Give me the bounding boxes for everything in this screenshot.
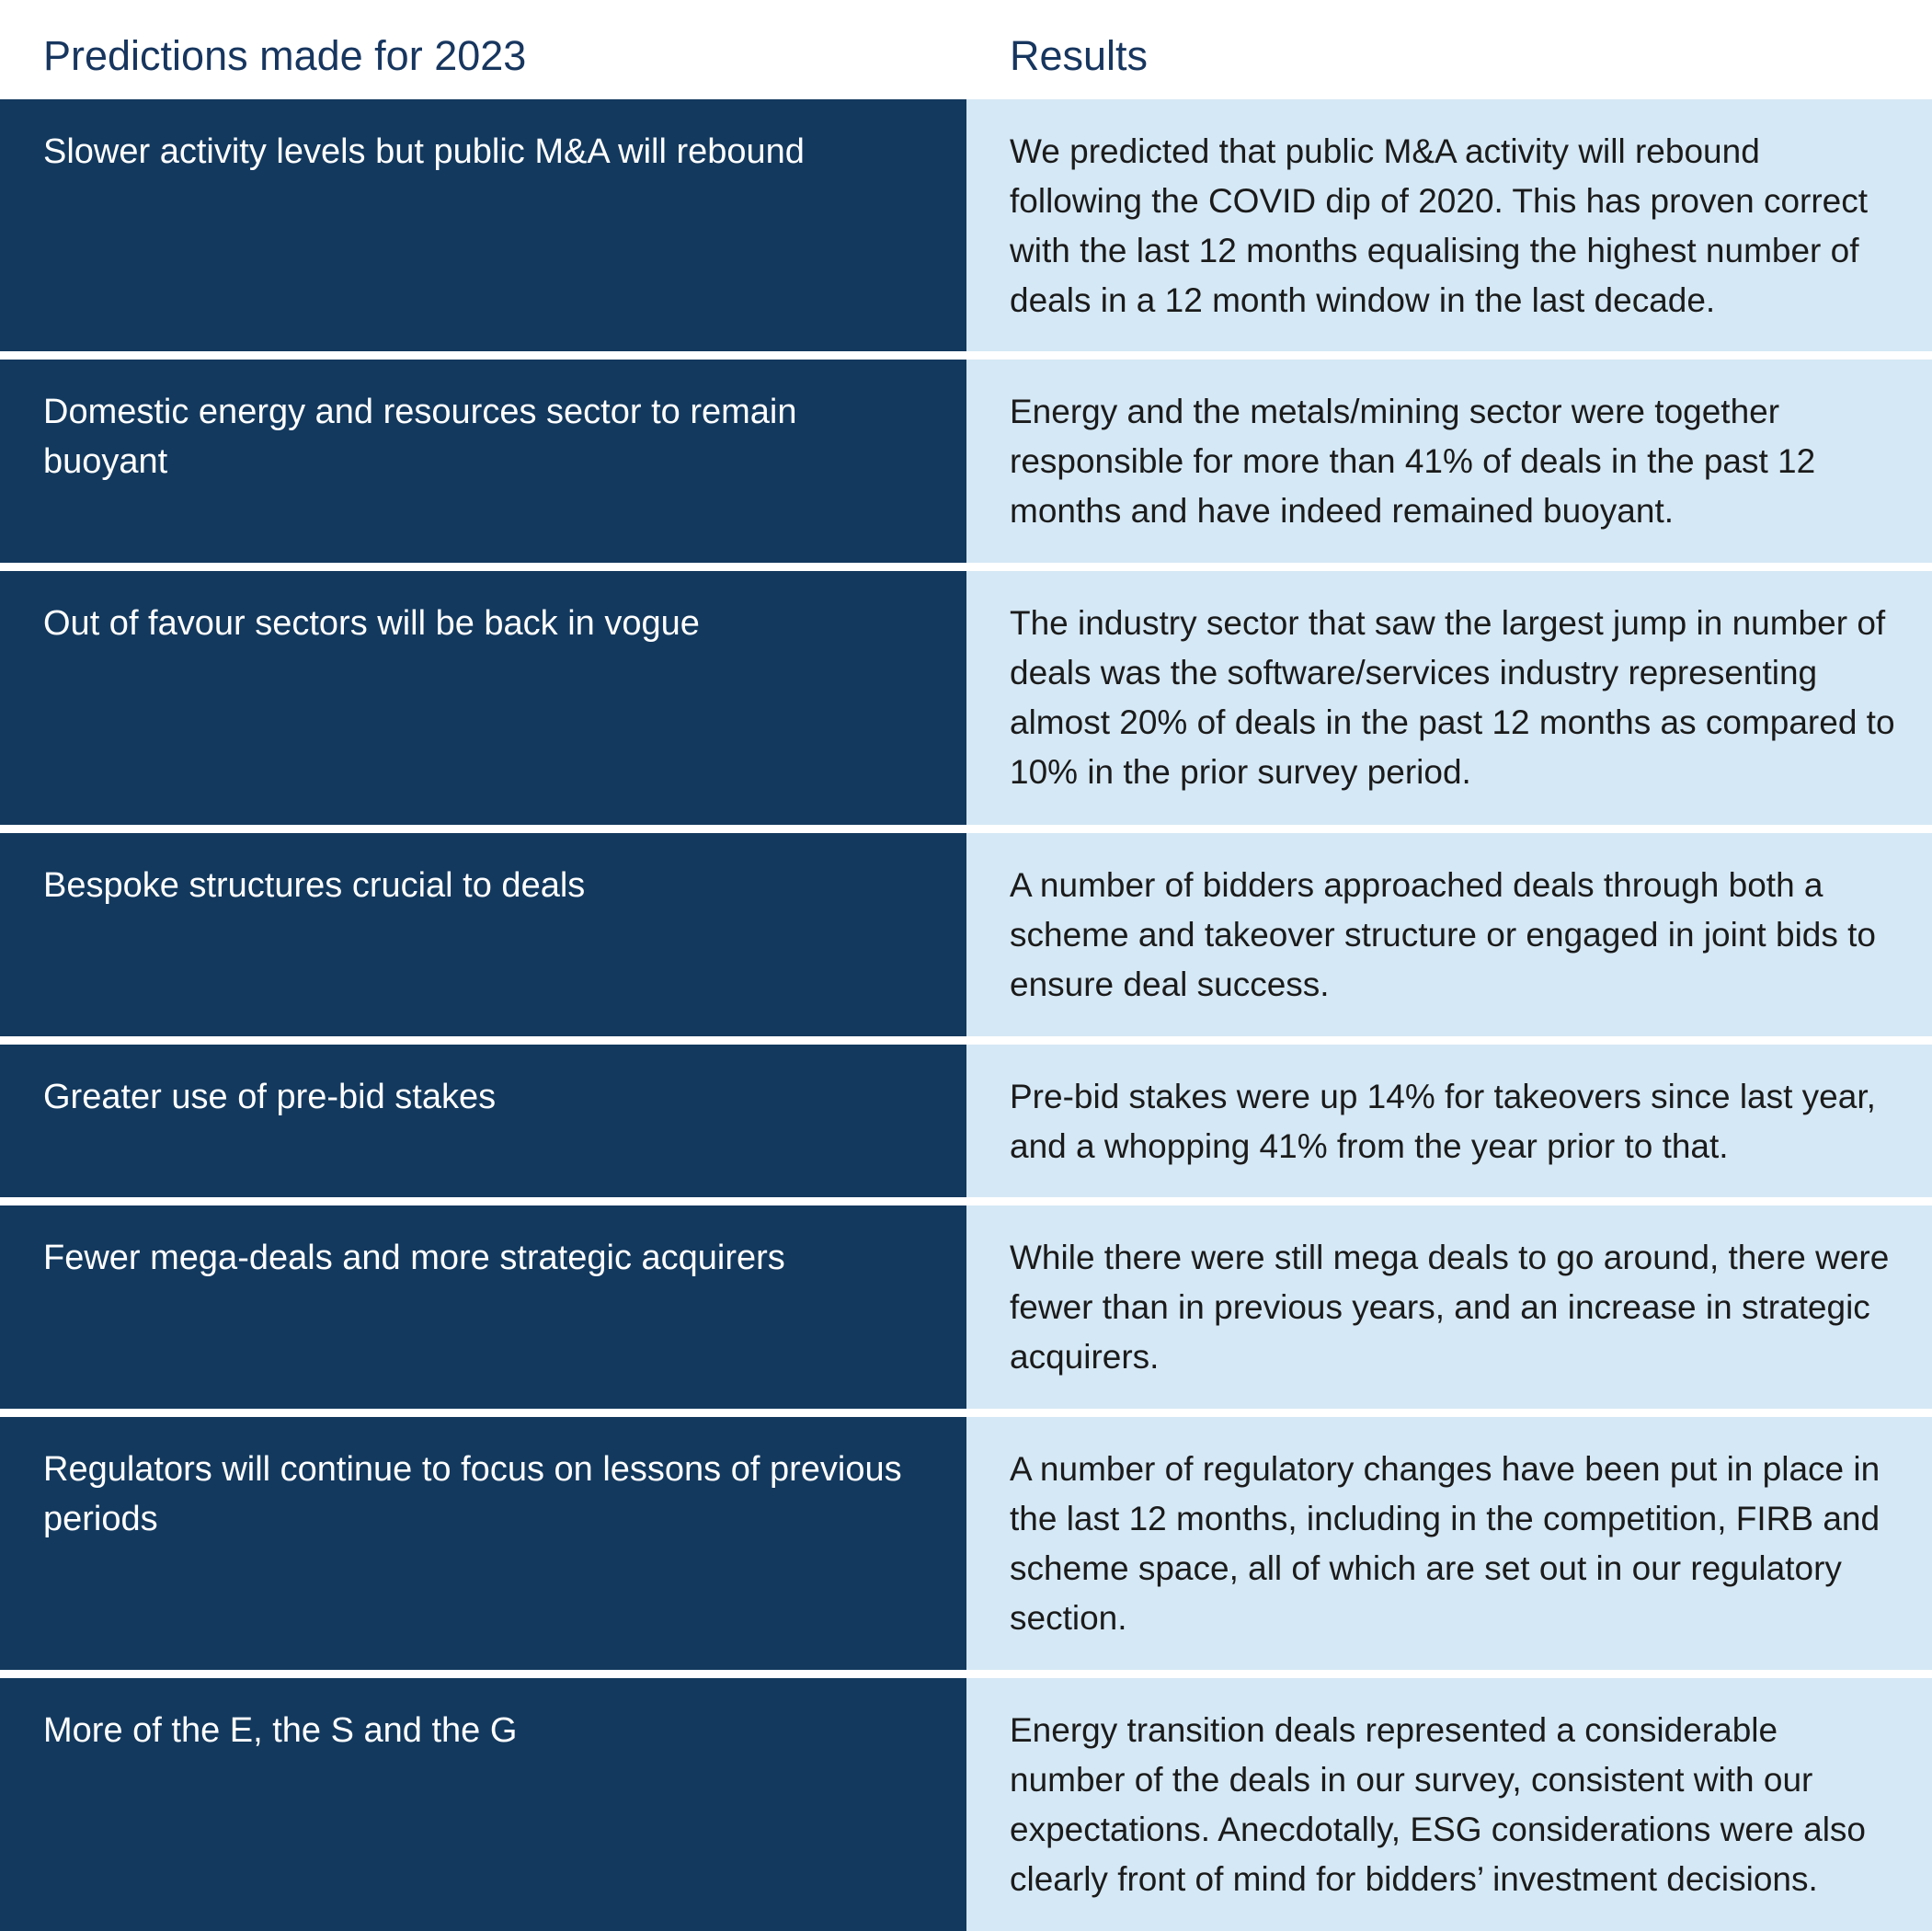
prediction-cell: Out of favour sectors will be back in vogue (0, 571, 966, 825)
prediction-cell: Regulators will continue to focus on lessons of previous periods (0, 1417, 966, 1670)
table-row (0, 1678, 1932, 1931)
table-body (0, 99, 1932, 1931)
table-row (0, 1205, 1932, 1417)
result-cell: Pre-bid stakes were up 14% for takeovers since last year, and a whopping 41% from the year prior to that. (966, 1045, 1932, 1197)
table-row (0, 99, 1932, 360)
prediction-cell: Greater use of pre-bid stakes (0, 1045, 966, 1197)
table-row (0, 833, 1932, 1045)
result-cell: Energy and the metals/mining sector were together responsible for more than 41% of deals in the past 12 months and have indeed remained buoyant. (966, 360, 1932, 563)
table-row (0, 1417, 1932, 1678)
prediction-cell: Slower activity levels but public M&A will rebound (0, 99, 966, 351)
result-cell: While there were still mega deals to go around, there were fewer than in previous years, and an increase in strategic acquirers. (966, 1205, 1932, 1409)
prediction-cell: Bespoke structures crucial to deals (0, 833, 966, 1036)
prediction-cell: Fewer mega-deals and more strategic acquirers (0, 1205, 966, 1409)
header-predictions: Predictions made for 2023 (43, 32, 527, 79)
result-cell: We predicted that public M&A activity will rebound following the COVID dip of 2020. This has proven correct with the last 12 months equalising the highest number of deals in a 12 month window in the last decade. (966, 99, 1932, 351)
result-cell: A number of bidders approached deals through both a scheme and takeover structure or engaged in joint bids to ensure deal success. (966, 833, 1932, 1036)
table-row (0, 571, 1932, 833)
table-header (0, 0, 1932, 99)
result-cell: The industry sector that saw the largest jump in number of deals was the software/services industry representing almost 20% of deals in the past 12 months as compared to 10% in the prior survey period. (966, 571, 1932, 825)
prediction-cell: Domestic energy and resources sector to remain buoyant (0, 360, 966, 563)
table-row (0, 1045, 1932, 1205)
prediction-cell: More of the E, the S and the G (0, 1678, 966, 1931)
result-cell: Energy transition deals represented a considerable number of the deals in our survey, consistent with our expectations. Anecdotally, ESG considerations were also clearly front of mind for bidders’ investment decisions. (966, 1678, 1932, 1931)
header-results: Results (1010, 32, 1149, 79)
result-cell: A number of regulatory changes have been put in place in the last 12 months, including in the competition, FIRB and scheme space, all of which are set out in our regulatory section. (966, 1417, 1932, 1670)
table-row (0, 360, 1932, 571)
